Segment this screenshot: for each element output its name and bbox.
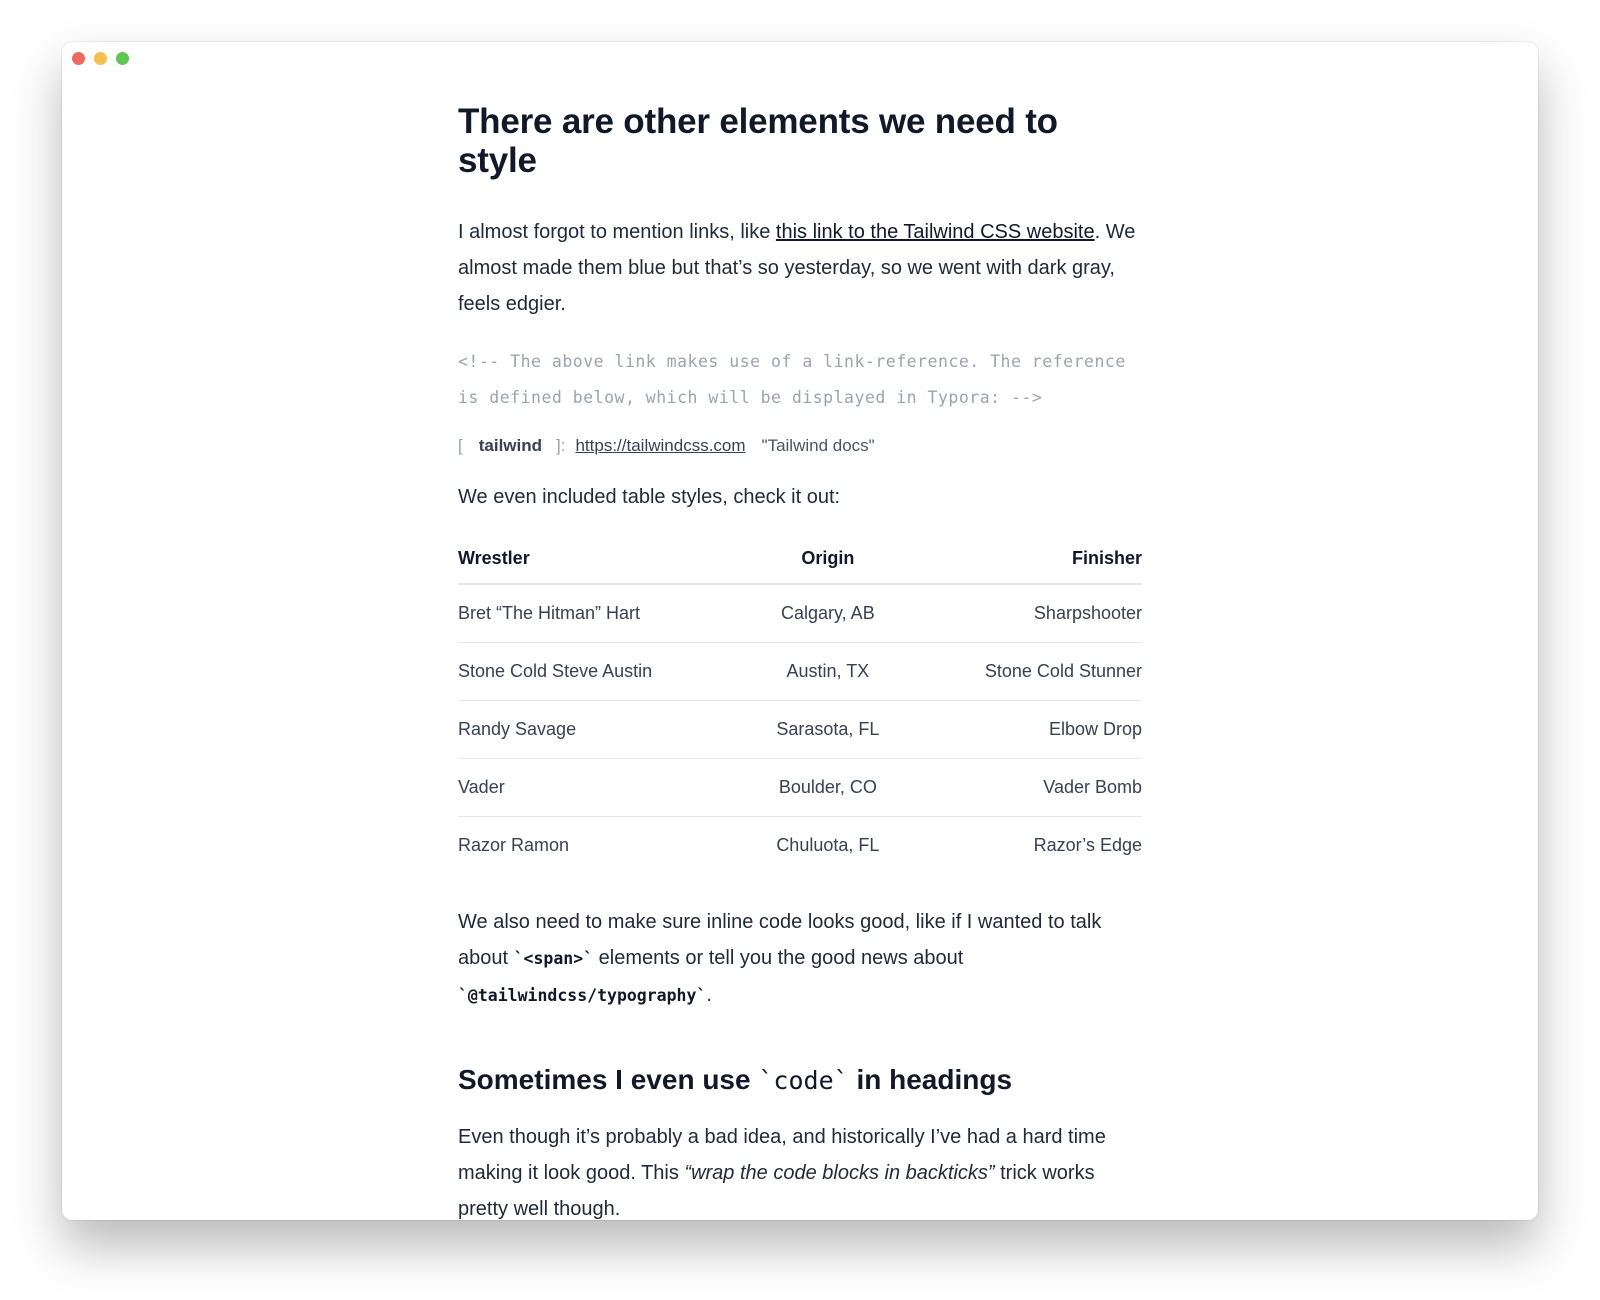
table-row bbox=[458, 759, 1142, 817]
inline-code-span: `<span>` bbox=[513, 949, 594, 968]
origin-cell: Boulder, CO bbox=[750, 759, 905, 817]
wrestler-cell: Randy Savage bbox=[458, 701, 750, 759]
inline-code-paragraph bbox=[458, 904, 1142, 1014]
origin-cell: Austin, TX bbox=[750, 643, 905, 701]
wrestler-cell: Razor Ramon bbox=[458, 835, 570, 855]
links-paragraph bbox=[458, 214, 1142, 322]
table-header-row bbox=[458, 533, 1142, 584]
table-row bbox=[458, 643, 1142, 701]
window-controls bbox=[72, 52, 129, 65]
table-row bbox=[458, 817, 1142, 875]
inline-code-typography: `@tailwindcss/typography` bbox=[458, 986, 707, 1005]
paragraph-text: trick works pretty well though. bbox=[458, 1162, 1095, 1220]
column-header-finisher: Finisher bbox=[905, 533, 1142, 584]
table-row bbox=[458, 584, 1142, 643]
paragraph-text: Even though it’s probably a bad idea, and historically I’ve had a hard time making it look good. This bbox=[458, 1126, 1106, 1184]
column-header-origin: Origin bbox=[750, 533, 905, 584]
finisher-cell: Sharpshooter bbox=[905, 584, 1142, 643]
wrestler-cell: Vader bbox=[458, 759, 750, 817]
link-ref-name: tailwind bbox=[478, 436, 543, 455]
paragraph-text: I almost forgot to mention links, like bbox=[458, 221, 776, 243]
app-window bbox=[62, 42, 1538, 1220]
minimize-window-button[interactable] bbox=[94, 52, 107, 65]
table-row bbox=[458, 701, 1142, 759]
finisher-cell: Elbow Drop bbox=[905, 701, 1142, 759]
link-ref-url[interactable]: https://tailwindcss.com bbox=[575, 436, 746, 455]
html-comment: <!-- The above link makes use of a link-reference. The reference is defined below, which will be displayed in Typora: --> bbox=[458, 352, 1137, 407]
table-intro-paragraph: We even included table styles, check it out: bbox=[458, 486, 841, 508]
link-ref-title: "Tailwind docs" bbox=[761, 436, 875, 455]
subheading-text: Sometimes I even use bbox=[458, 1064, 759, 1095]
origin-cell: Chuluota, FL bbox=[776, 835, 880, 855]
paragraph-text: . bbox=[706, 984, 712, 1006]
section-heading: There are other elements we need to style bbox=[458, 102, 1058, 180]
subheading-text: in headings bbox=[848, 1064, 1013, 1095]
wrestlers-table bbox=[458, 533, 1142, 874]
finisher-cell: Razor’s Edge bbox=[1033, 835, 1142, 855]
subheading-code: `code` bbox=[758, 1066, 849, 1095]
zoom-window-button[interactable] bbox=[116, 52, 129, 65]
wrestler-cell: Stone Cold Steve Austin bbox=[458, 643, 750, 701]
column-header-wrestler: Wrestler bbox=[458, 533, 750, 584]
emphasis-text: “wrap the code blocks in backticks” bbox=[684, 1162, 995, 1184]
finisher-cell: Vader Bomb bbox=[905, 759, 1142, 817]
tailwind-link[interactable]: this link to the Tailwind CSS website bbox=[775, 221, 1095, 243]
link-ref-open-bracket: [ bbox=[458, 436, 463, 455]
document-content bbox=[458, 102, 1142, 1220]
origin-cell: Calgary, AB bbox=[750, 584, 905, 643]
origin-cell: Sarasota, FL bbox=[750, 701, 905, 759]
link-ref-close-bracket: ]: bbox=[556, 436, 566, 455]
subheading bbox=[458, 1062, 1142, 1099]
finisher-cell: Stone Cold Stunner bbox=[905, 643, 1142, 701]
wrestler-cell: Bret “The Hitman” Hart bbox=[458, 584, 750, 643]
close-window-button[interactable] bbox=[72, 52, 85, 65]
paragraph-text: elements or tell you the good news about bbox=[593, 947, 964, 969]
paragraph-text: . We almost made them blue but that’s so yesterday, so we went with dark gray, feels edgier. bbox=[458, 221, 1136, 315]
code-heading-paragraph bbox=[458, 1119, 1142, 1220]
paragraph-text: We also need to make sure inline code looks good, like if I wanted to talk about bbox=[458, 911, 1102, 969]
link-reference-definition bbox=[458, 433, 1142, 459]
